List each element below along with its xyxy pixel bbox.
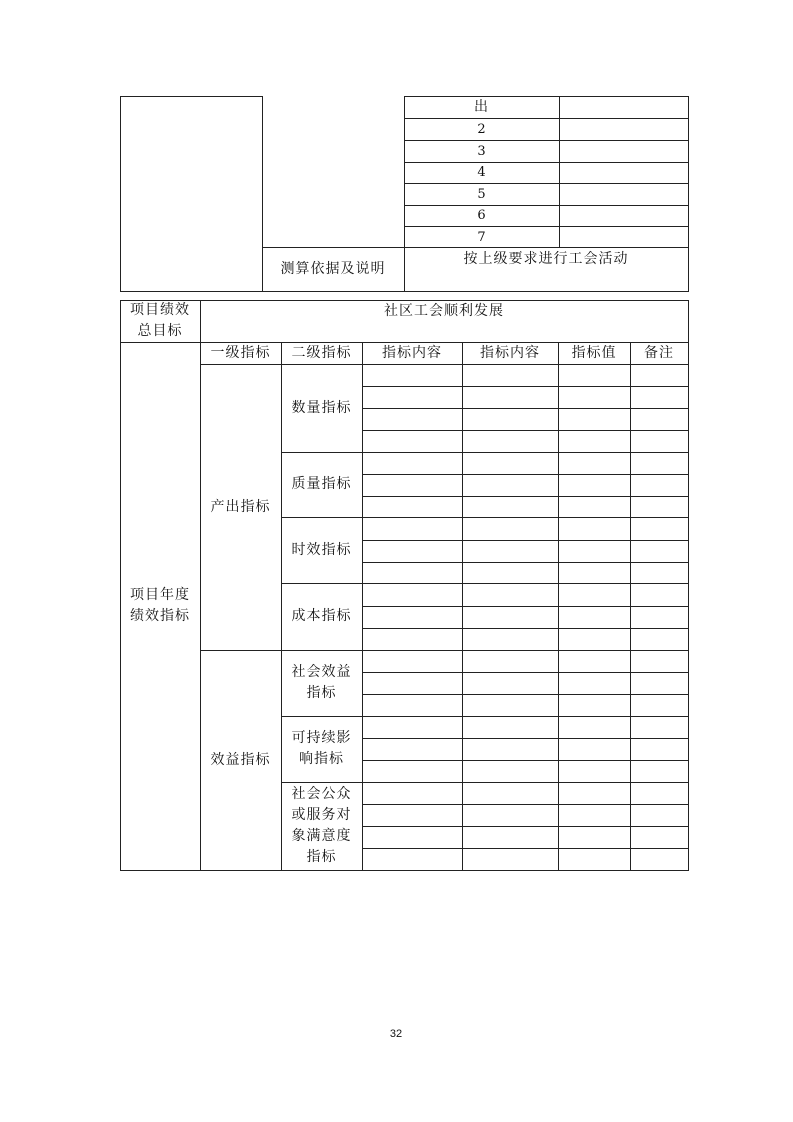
- timeliness-indicator-label: 时效指标: [291, 541, 352, 558]
- top-row-label: 出: [474, 99, 489, 115]
- annual-indicators-label: 项目年度 绩效指标: [130, 587, 190, 624]
- header-value: 指标值: [571, 344, 617, 361]
- quantity-indicator-label: 数量指标: [291, 399, 352, 416]
- top-row-label: 4: [477, 165, 486, 180]
- header-level1: 一级指标: [210, 344, 271, 361]
- top-row-label: 3: [477, 144, 486, 159]
- basis-value: 按上级要求进行工会活动: [463, 250, 629, 267]
- satisfaction-indicator-label: 社会公众 或服务对 象满意度 指标: [291, 786, 352, 865]
- header-level2: 二级指标: [291, 344, 352, 361]
- basis-label: 测算依据及说明: [280, 261, 386, 277]
- social-benefit-indicator-label: 社会效益 指标: [291, 664, 352, 701]
- page-number: 32: [389, 1027, 403, 1040]
- quality-indicator-label: 质量指标: [291, 476, 352, 492]
- output-indicators-label: 产出指标: [210, 498, 271, 515]
- goal-label: 项目绩效 总目标: [130, 302, 190, 339]
- top-row-label: 2: [477, 122, 486, 137]
- cost-indicator-label: 成本指标: [291, 608, 352, 624]
- header-note: 备注: [644, 344, 674, 361]
- header-content-1: 指标内容: [382, 344, 442, 361]
- header-content-2: 指标内容: [480, 344, 540, 361]
- top-row-label: 5: [477, 187, 486, 202]
- top-row-label: 6: [477, 208, 486, 223]
- sustainability-indicator-label: 可持续影 响指标: [291, 730, 352, 767]
- top-row-label: 7: [477, 230, 486, 245]
- benefit-indicators-label: 效益指标: [210, 751, 271, 768]
- goal-value: 社区工会顺利发展: [384, 302, 504, 319]
